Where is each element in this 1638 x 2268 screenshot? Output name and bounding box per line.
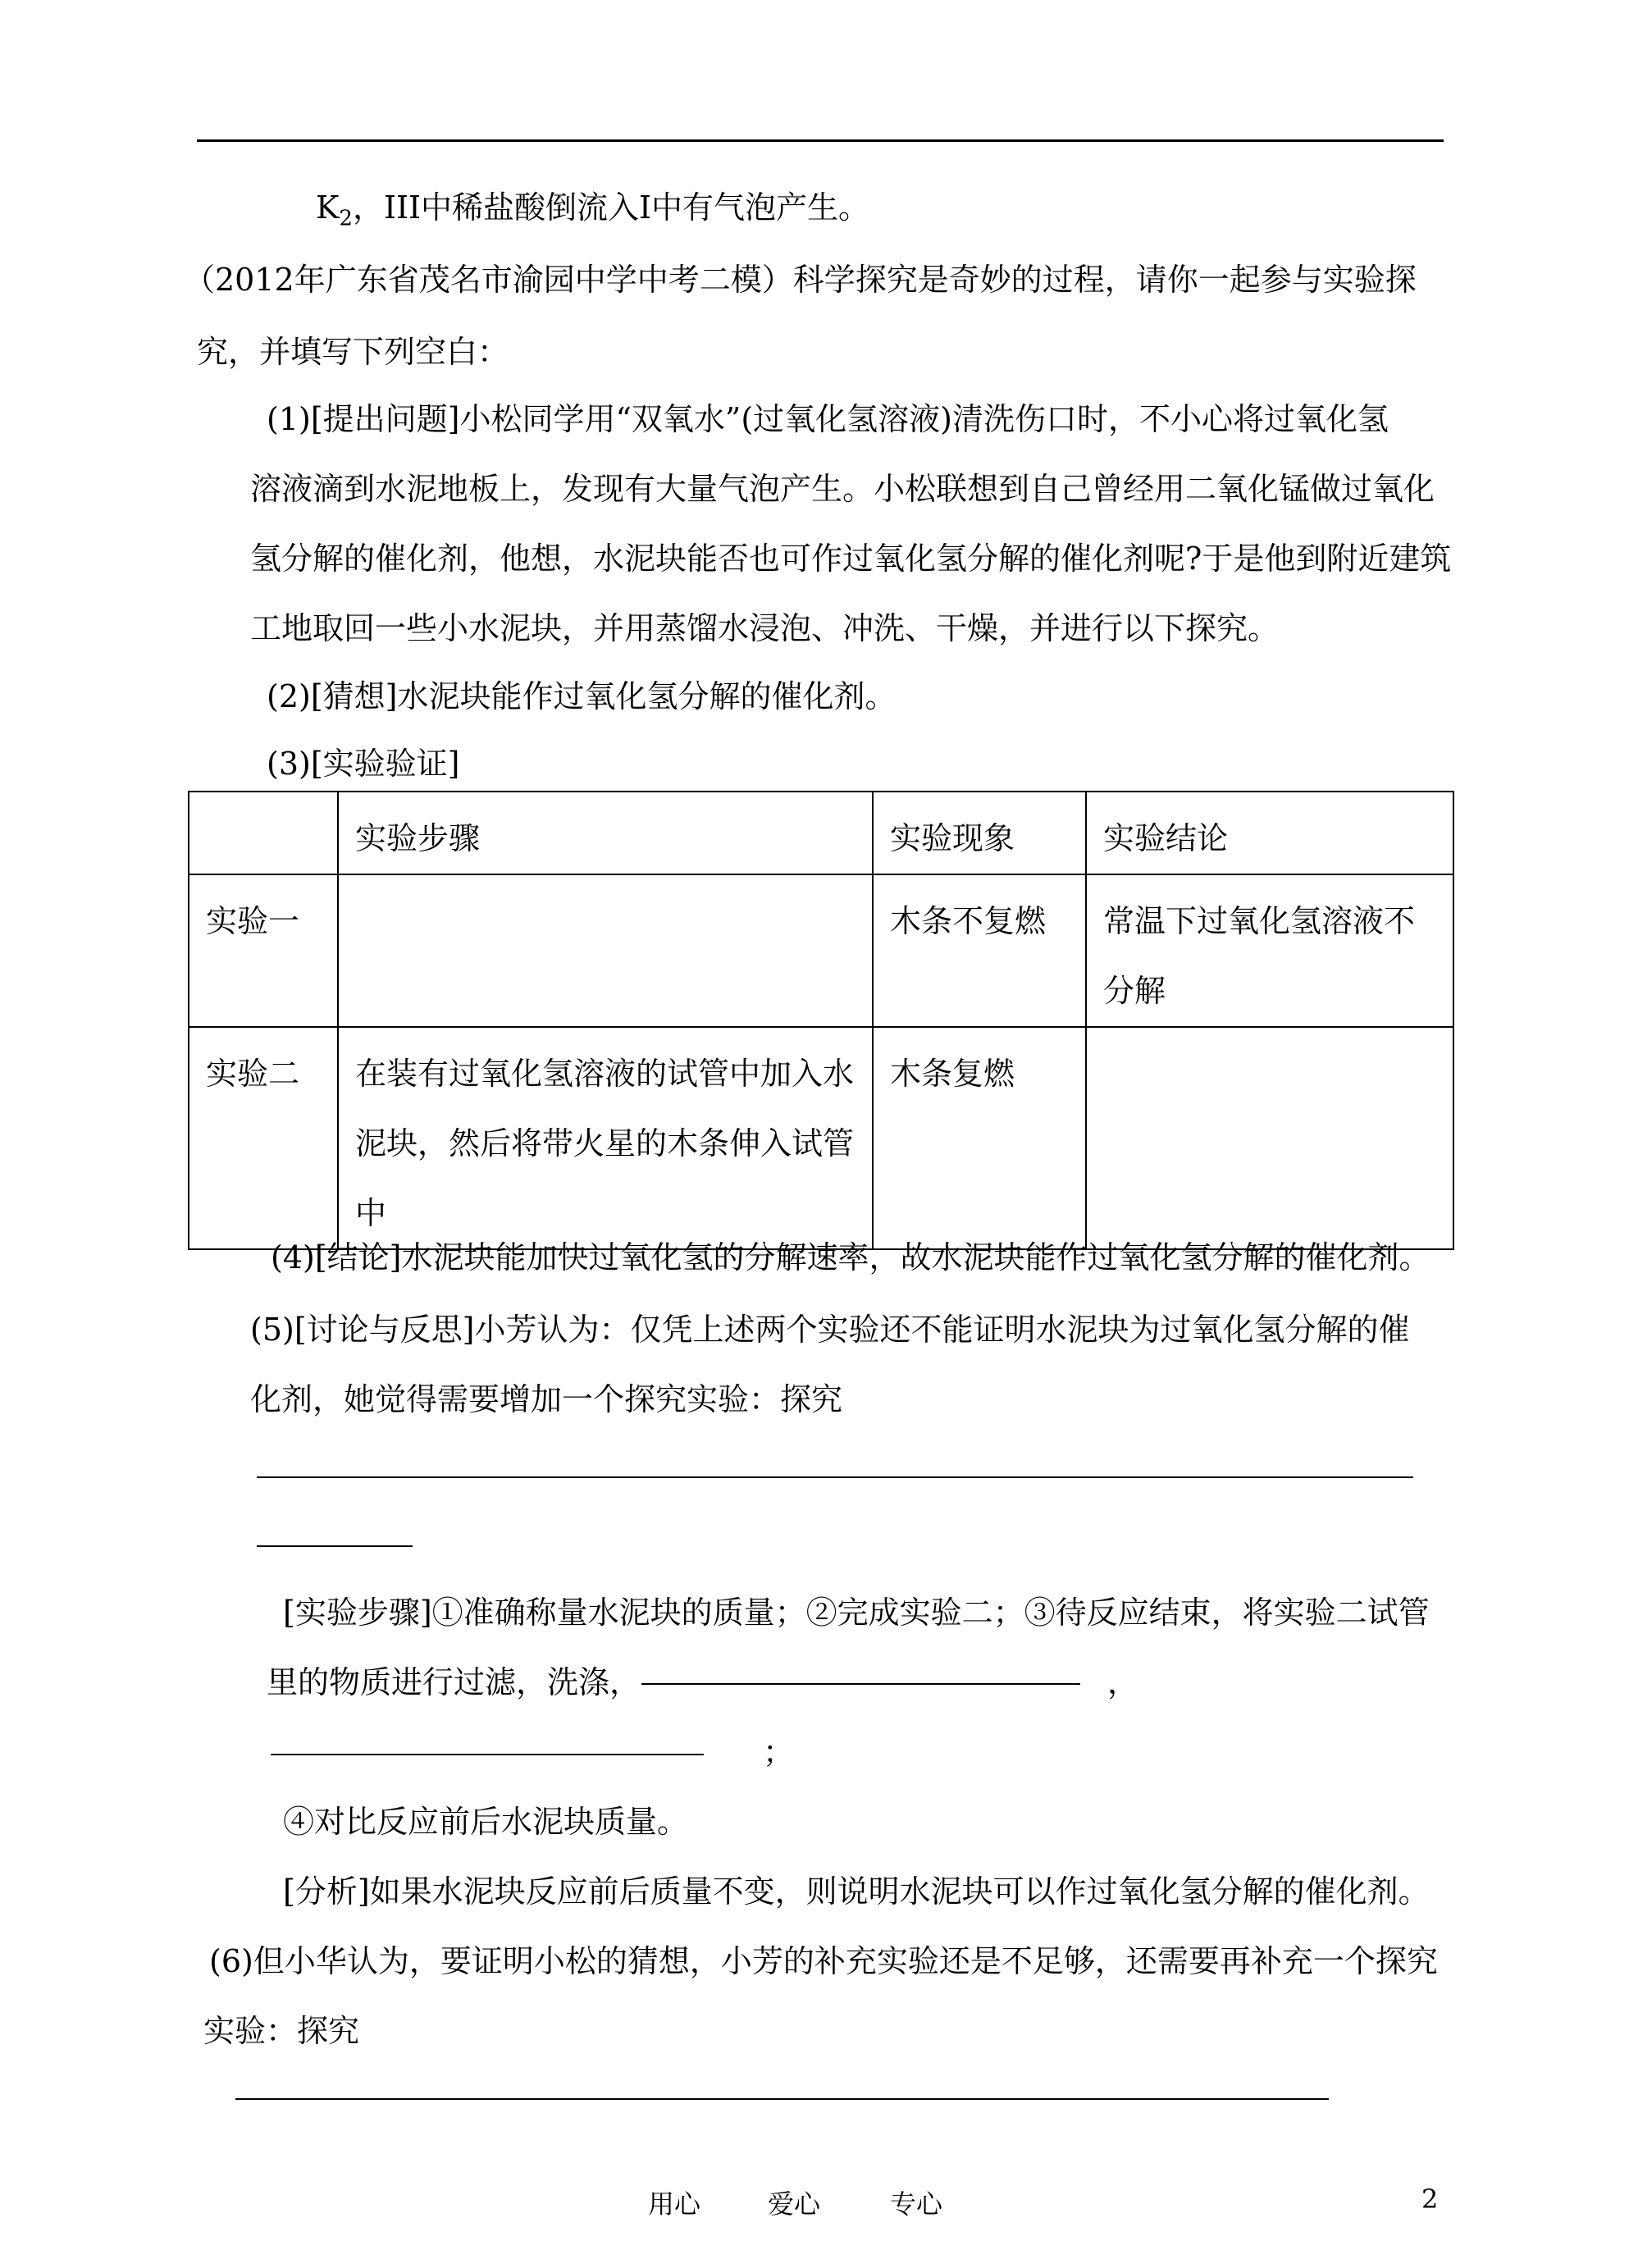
paragraph-5-line-1: (5)[讨论与反思]小芳认为：仅凭上述两个实验还不能证明水泥块为过氧化氢分解的催 — [250, 1312, 1410, 1348]
analysis-line: [分析]如果水泥块反应前后质量不变，则说明水泥块可以作过氧化氢分解的催化剂。 — [283, 1873, 1430, 1910]
footer-motto-2: 爱心 — [768, 2188, 821, 2220]
steps-line-1: [实验步骤]①准确称量水泥块的质量；②完成实验二；③待反应结束，将实验二试管 — [283, 1595, 1430, 1631]
row-label: 实验二 — [189, 1027, 338, 1249]
paragraph-1-line-2: 溶液滴到水泥地板上，发现有大量气泡产生。小松联想到自己曾经用二氧化锰做过氧化 — [250, 471, 1435, 507]
steps-line-4: ④对比反应前后水泥块质量。 — [283, 1804, 689, 1840]
paragraph-2: (2)[猜想]水泥块能作过氧化氢分解的催化剂。 — [267, 678, 897, 714]
steps-semicolon: ； — [763, 1734, 795, 1770]
conclusion-cell: 常温下过氧化氢溶液不分解 — [1086, 874, 1453, 1027]
table-row — [189, 874, 1453, 1027]
answer-blank-line[interactable] — [271, 1754, 704, 1755]
answer-blank-line[interactable] — [257, 1545, 413, 1547]
table-row — [189, 1027, 1453, 1249]
paragraph-6-line-2: 实验：探究 — [203, 2013, 360, 2049]
footer-motto-1: 用心 — [648, 2188, 701, 2220]
header-rule — [197, 139, 1444, 142]
paragraph-4: (4)[结论]水泥块能加快过氧化氢的分解速率，故水泥块能作过氧化氢分解的催化剂。 — [271, 1239, 1430, 1275]
question-intro-1: （2012年广东省茂名市渝园中学中考二模）科学探究是奇妙的过程，请你一起参与实验探 — [184, 262, 1417, 298]
conclusion-cell — [1086, 1027, 1453, 1249]
paragraph-1-line-1: (1)[提出问题]小松同学用“双氧水”(过氧化氢溶液)清洗伤口时，不小心将过氧化氢 — [267, 401, 1389, 437]
paragraph-3: (3)[实验验证] — [267, 746, 460, 782]
footer-motto-3: 专心 — [890, 2188, 943, 2220]
table-header-row — [189, 792, 1453, 874]
table-header-cell: 实验结论 — [1086, 792, 1453, 874]
paragraph-6-line-1: (6)但小华认为，要证明小松的猜想，小芳的补充实验还是不足够，还需要再补充一个探究 — [209, 1943, 1438, 1979]
paragraph-5-line-2: 化剂，她觉得需要增加一个探究实验：探究 — [250, 1381, 843, 1417]
steps-line-2: 里的物质进行过滤，洗涤， — [267, 1664, 641, 1700]
answer-blank-line[interactable] — [235, 2098, 1329, 2100]
paragraph-1-line-3: 氢分解的催化剂，他想，水泥块能否也可作过氧化氢分解的催化剂呢?于是他到附近建筑 — [250, 541, 1452, 577]
step-cell: 在装有过氧化氢溶液的试管中加入水泥块，然后将带火星的木条伸入试管中 — [338, 1027, 873, 1249]
experiment-table — [188, 791, 1454, 1250]
phenomenon-cell: 木条复燃 — [873, 1027, 1086, 1249]
phenomenon-cell: 木条不复燃 — [873, 874, 1086, 1027]
paragraph-1-line-4: 工地取回一些小水泥块，并用蒸馏水浸泡、冲洗、干燥，并进行以下探究。 — [250, 610, 1280, 646]
table-header-cell — [189, 792, 338, 874]
row-label: 实验一 — [189, 874, 338, 1027]
step-cell — [338, 874, 873, 1027]
continuation-line: $K_2$，III中稀盐酸倒流入Ⅰ中有气泡产生。 — [316, 189, 869, 231]
steps-comma: ， — [1107, 1664, 1139, 1700]
question-intro-2: 究，并填写下列空白： — [197, 334, 509, 370]
table-header-cell: 实验现象 — [873, 792, 1086, 874]
answer-blank-line[interactable] — [641, 1683, 1080, 1685]
page-number: 2 — [1421, 2184, 1439, 2215]
answer-blank-line[interactable] — [257, 1476, 1413, 1478]
table-header-cell: 实验步骤 — [338, 792, 873, 874]
